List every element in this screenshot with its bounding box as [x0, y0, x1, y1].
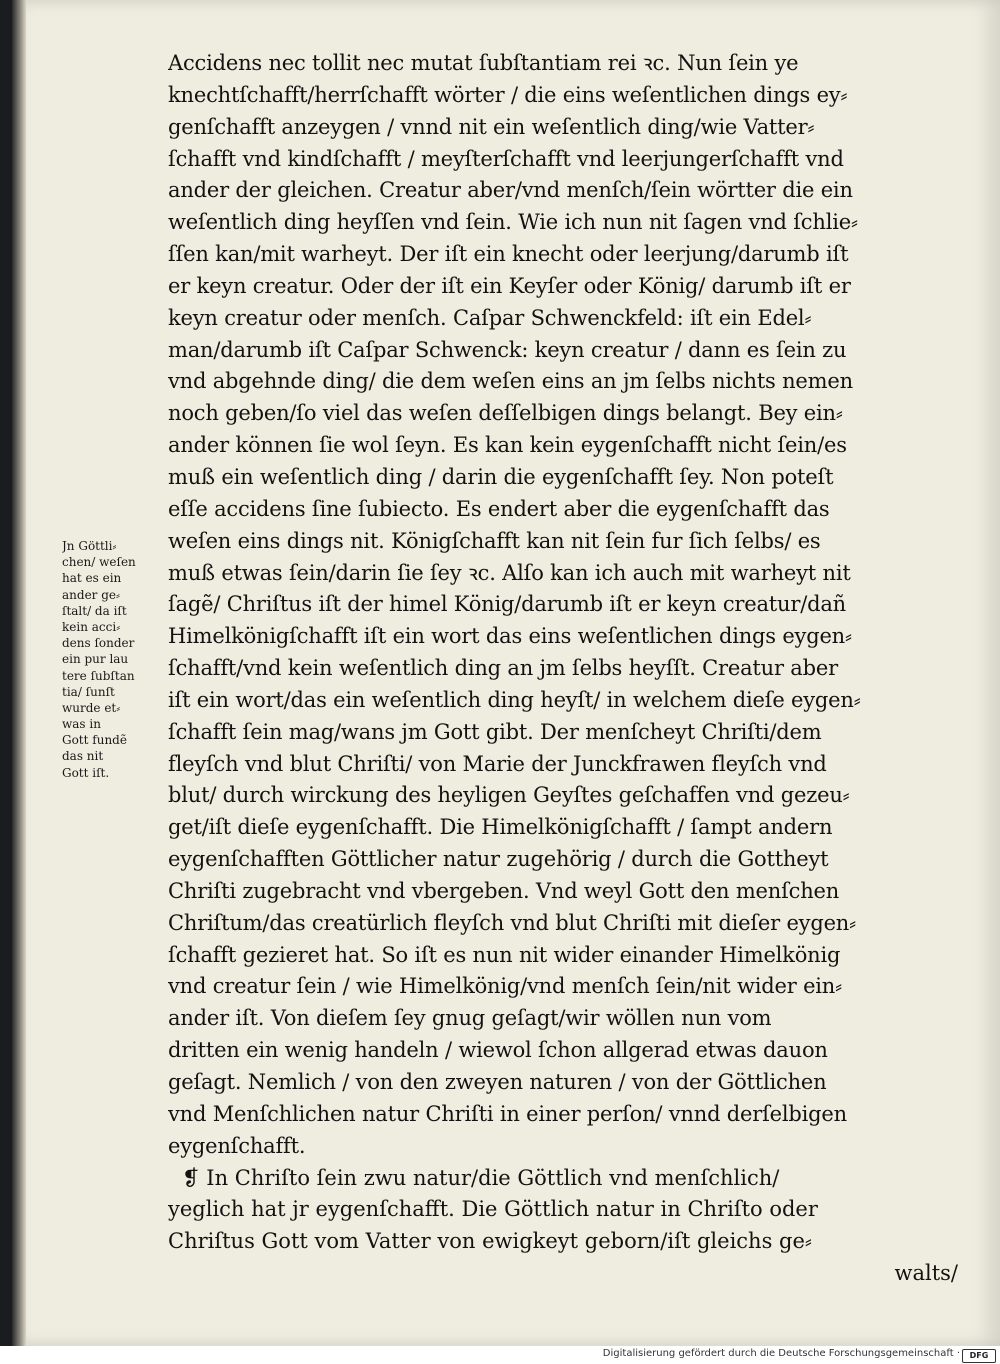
- text-line: ſagẽ/ Chriſtus iſt der himel König/darumb iſt er keyn creatur/dañ: [168, 592, 846, 617]
- margin-note-line: das nit: [62, 749, 104, 764]
- text-line: dritten ein wenig handeln / wiewol ſchon allgerad etwas dauon: [168, 1038, 828, 1063]
- text-line: Chriſti zugebracht vnd vbergeben. Vnd weyl Gott den menſchen: [168, 878, 840, 903]
- margin-note-line: Jn Göttli⸗: [62, 539, 117, 553]
- margin-note-line: hat es ein: [62, 571, 122, 586]
- text-line: iſt ein wort/das ein weſentlich ding heyſt/ in welchem dieſe eygen⸗: [168, 687, 861, 712]
- text-line: Accidens nec tollit nec mutat ſubſtantiam rei ꝛc. Nun ſein ye: [168, 51, 799, 75]
- text-line: muß etwas ſein/darin ſie ſey ꝛc. Alſo kan ich auch mit warheyt nit: [168, 560, 851, 585]
- footer-bar: [0, 1346, 1000, 1364]
- text-line: blut/ durch wirckung des heyligen Geyſtes geſchaffen vnd gezeu⸗: [168, 783, 850, 808]
- text-line: weſen eins dings nit. Königſchafft kan nit ſein fur ſich ſelbs/ es: [168, 528, 821, 553]
- text-line: knechtſchafft/herrſchafft wörter / die eins weſentlichen dings ey⸗: [168, 82, 848, 107]
- text-line: Himelkönigſchafft iſt ein wort das eins weſentlichen dings eygen⸗: [168, 624, 852, 649]
- margin-note-line: dens ſonder: [62, 636, 135, 651]
- footer-credit: Digitalisierung gefördert durch die Deutsche Forschungsgemeinschaft ·: [602, 1348, 960, 1359]
- margin-note-line: ander ge⸗: [62, 587, 120, 602]
- margin-note-line: tere ſubſtan: [62, 668, 135, 683]
- page-binding-edge: [12, 0, 26, 1346]
- margin-note-line: tia/ ſunſt: [62, 684, 115, 699]
- margin-note-line: chen/ weſen: [62, 555, 136, 570]
- text-line: ſſen kan/mit warheyt. Der iſt ein knecht oder leerjung/darumb iſt: [168, 242, 849, 267]
- text-line: keyn creatur oder menſch. Caſpar Schwenckfeld: iſt ein Edel⸗: [168, 305, 812, 330]
- catchword-line: walts/: [894, 1261, 958, 1286]
- text-line: ſchafft/vnd kein weſentlich ding an jm ſelbs heyſſt. Creatur aber: [168, 656, 838, 681]
- margin-note-line: wurde et⸗: [62, 700, 121, 715]
- text-line: get/iſt dieſe eygenſchafft. Die Himelkönigſchafft / ſampt andern: [168, 815, 833, 840]
- text-line: noch geben/ſo viel das weſen deſſelbigen dings belangt. Bey ein⸗: [168, 401, 843, 426]
- text-line: ander der gleichen. Creatur aber/vnd menſch/ſein wörtter die ein: [168, 178, 853, 203]
- text-line: Chriſtum/das creatürlich fleyſch vnd blut Chriſti mit dieſer eygen⸗: [168, 910, 856, 935]
- text-line: ſchafft vnd kindſchafft / meyſterſchafft vnd leerjungerſchafft vnd: [168, 146, 844, 171]
- paragraph-start-line: ❡ In Chriſto ſein zwu natur/die Göttlich vnd menſchlich/: [182, 1165, 780, 1190]
- text-line: geſagt. Nemlich / von den zweyen naturen / von der Göttlichen: [168, 1070, 827, 1094]
- margin-note-line: kein acci⸗: [62, 619, 121, 634]
- text-line: vnd abgehnde ding/ die dem weſen eins an jm ſelbs nichts nemen: [168, 369, 853, 394]
- text-line: ſchafft gezieret hat. So iſt es nun nit wider einander Himelkönig: [168, 942, 841, 967]
- dfg-logo-icon: DFG: [962, 1349, 996, 1363]
- margin-note: [62, 538, 162, 781]
- text-line: yeglich hat jr eygenſchafft. Die Göttlich natur in Chriſto oder: [168, 1197, 818, 1222]
- text-line: ander können ſie wol ſeyn. Es kan kein eygenſchafft nicht ſein/es: [168, 433, 847, 458]
- text-line: man/darumb iſt Caſpar Schwenck: keyn creatur / dann es ſein zu: [168, 337, 847, 362]
- text-line: eſſe accidens ſine ſubiecto. Es endert aber die eygenſchafft das: [168, 496, 830, 521]
- text-line: eygenſchafften Göttlicher natur zugehörig / durch die Gottheyt: [168, 847, 829, 872]
- text-line: weſentlich ding heyſſen vnd ſein. Wie ich nun nit ſagen vnd ſchlie⸗: [168, 210, 858, 235]
- margin-note-line: ſtalt/ da iſt: [62, 603, 127, 618]
- text-line: er keyn creatur. Oder der iſt ein Keyſer oder König/ darumb iſt er: [168, 273, 851, 298]
- margin-note-line: was in: [62, 717, 101, 732]
- margin-note-line: ein pur lau: [62, 652, 129, 667]
- text-line: muß ein weſentlich ding / darin die eygenſchafft ſey. Non poteſt: [168, 464, 834, 489]
- text-line: genſchafft anzeygen / vnnd nit ein weſentlich ding/wie Vatter⸗: [168, 114, 815, 139]
- main-text-block: [168, 48, 958, 1290]
- text-line: ſchafft ſein mag/wans jm Gott gibt. Der menſcheyt Chriſti/dem: [168, 719, 822, 744]
- margin-note-line: Gott fundẽ: [62, 733, 127, 748]
- text-line: Chriſtus Gott vom Vatter von ewigkeyt geborn/iſt gleichs ge⸗: [168, 1229, 812, 1254]
- text-line: vnd creatur ſein / wie Himelkönig/vnd menſch ſein/nit wider ein⸗: [168, 974, 842, 999]
- text-line: fleyſch vnd blut Chriſti/ von Marie der Junckfrawen fleyſch vnd: [168, 751, 827, 776]
- text-line: eygenſchafft.: [168, 1133, 306, 1158]
- text-line: ander iſt. Von dieſem ſey gnug geſagt/wir wöllen nun vom: [168, 1006, 772, 1031]
- margin-note-line: Gott iſt.: [62, 765, 110, 780]
- text-line: vnd Menſchlichen natur Chriſti in einer perſon/ vnnd derſelbigen: [168, 1101, 847, 1126]
